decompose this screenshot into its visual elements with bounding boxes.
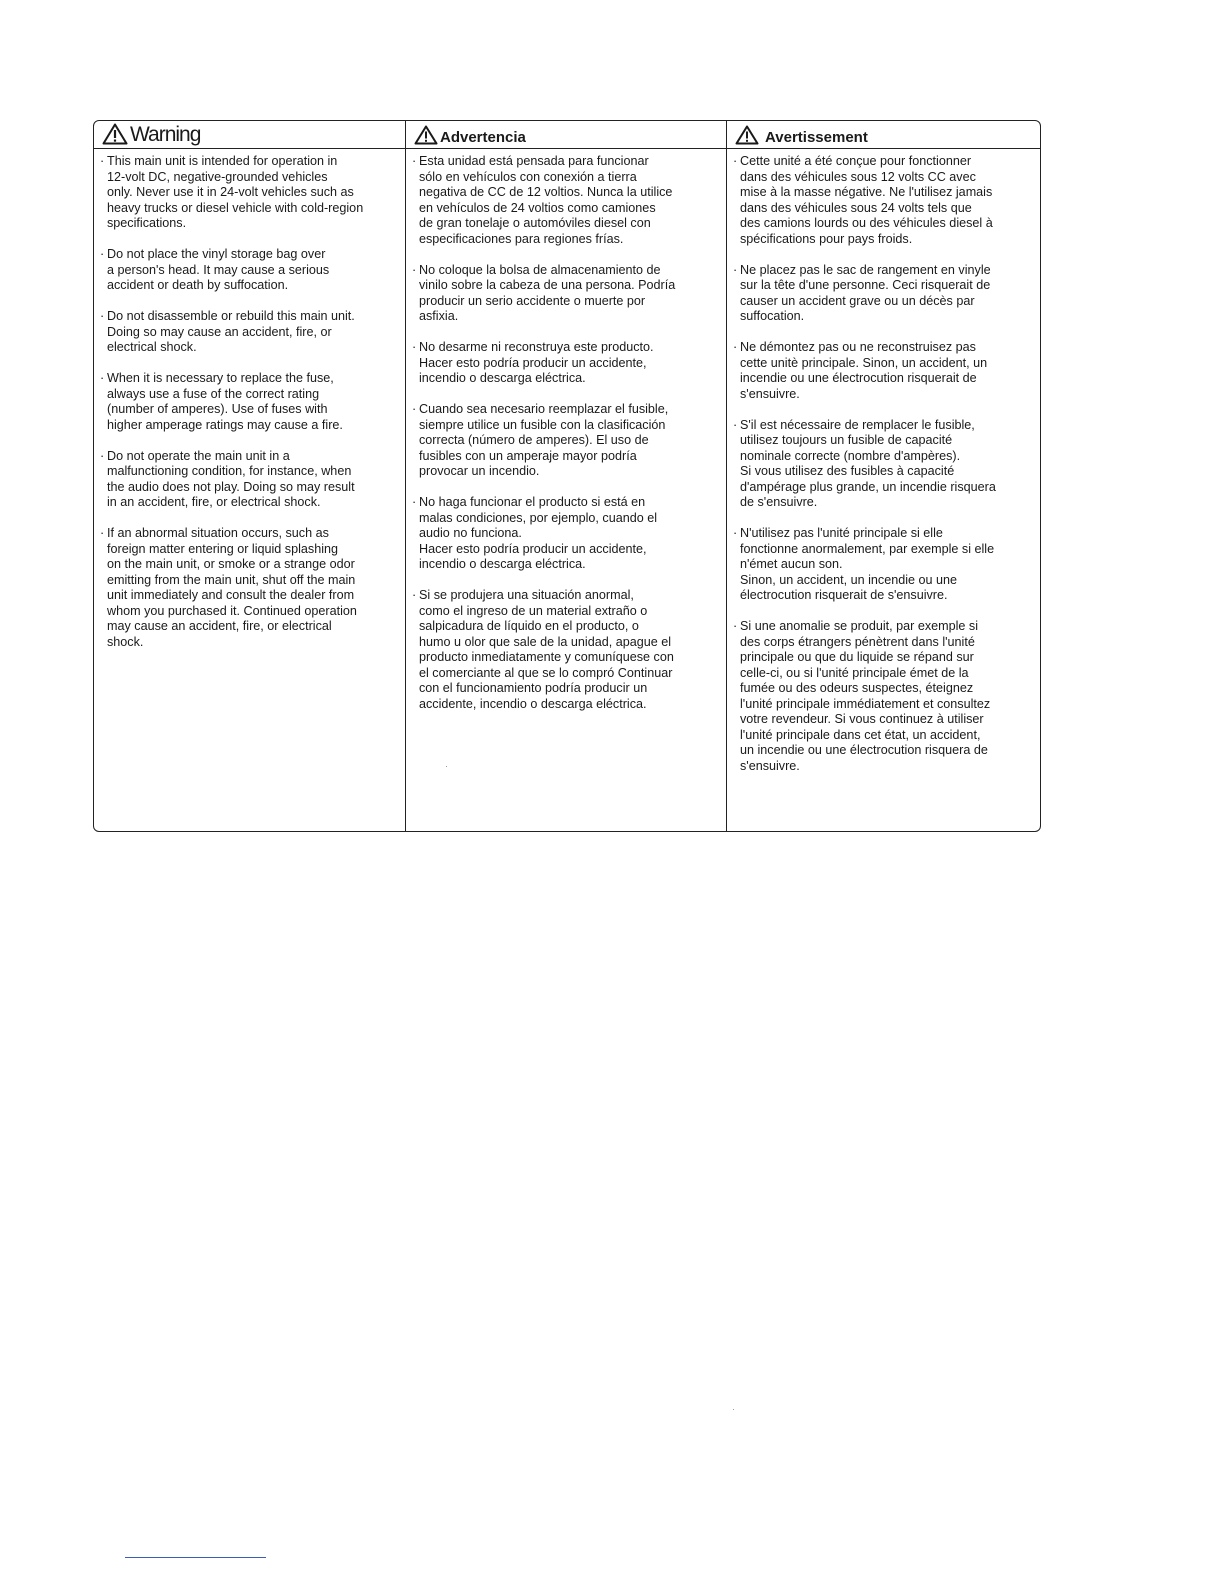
warning-item: · Esta unidad está pensada para funcionar sólo en vehículos con conexión a tierra negativa de CC de 12 voltios. Nunca la utilice en vehículos de 24 voltios como camiones de gran tonelaje o automóviles diesel con especificaciones para regiones frías.	[412, 154, 718, 247]
warning-item: · Cuando sea necesario reemplazar el fusible, siempre utilice un fusible con la clasificación correcta (número de amperes). El uso de fusibles con un amperaje mayor podría provocar un incendio.	[412, 402, 718, 480]
warning-triangle-icon	[735, 125, 759, 145]
column-english	[94, 121, 406, 831]
warning-triangle-icon	[102, 123, 128, 145]
warning-triangle-icon	[414, 125, 438, 145]
column-body	[94, 149, 405, 666]
warning-item: · This main unit is intended for operation in 12-volt DC, negative-grounded vehicles only. Never use it in 24-volt vehicles such as heavy trucks or diesel vehicle with cold-region specifications.	[100, 154, 397, 232]
warning-item: · When it is necessary to replace the fuse, always use a fuse of the correct rating (number of amperes). Use of fuses with higher amperage ratings may cause a fire.	[100, 371, 397, 433]
warning-item: · Ne démontez pas ou ne reconstruisez pas cette unitè principale. Sinon, un accident, un incendie ou une électrocution risquerait de s'ensuivre.	[733, 340, 1032, 402]
warning-item: · Do not place the vinyl storage bag over a person's head. It may cause a serious accident or death by suffocation.	[100, 247, 397, 294]
warning-item: · S'il est nécessaire de remplacer le fusible, utilisez toujours un fusible de capacité nominale correcte (nombre d'ampères). Si vous utilisez des fusibles à capacité d'ampérage plus grande, un incendie risquera de s'ensuivre.	[733, 418, 1032, 511]
warning-table	[93, 120, 1041, 832]
column-title: Warning	[130, 123, 201, 146]
warning-item: · No desarme ni reconstruya este producto. Hacer esto podría producir un accidente, incendio o descarga eléctrica.	[412, 340, 718, 387]
warning-item: · Do not operate the main unit in a malfunctioning condition, for instance, when the audio does not play. Doing so may result in an accident, fire, or electrical shock.	[100, 449, 397, 511]
column-title: Advertencia	[440, 129, 526, 146]
column-header-french	[727, 121, 1040, 149]
column-french	[727, 121, 1040, 831]
warning-item: · Si une anomalie se produit, par exemple si des corps étrangers pénètrent dans l'unité principale ou que du liquide se répand sur celle-ci, ou si l'unité principale émet de la fumée ou des odeurs suspectes, éteignez l'unité principale immédiatement et consultez votre revendeur. Si vous continuez à utiliser l'unité principale dans cet état, un accident, un incendie ou une électrocution risquera de s'ensuivre.	[733, 619, 1032, 774]
warning-item: · If an abnormal situation occurs, such as foreign matter entering or liquid splashing on the main unit, or smoke or a strange odor emitting from the main unit, shut off the main unit immediately and consult the dealer from whom you purchased it. Continued operation may cause an accident, fire, or electrical shock.	[100, 526, 397, 650]
warning-item: · Do not disassemble or rebuild this main unit. Doing so may cause an accident, fire, or electrical shock.	[100, 309, 397, 356]
warning-item: · Si se produjera una situación anormal, como el ingreso de un material extraño o salpicadura de líquido en el producto, o humo u olor que sale de la unidad, apague el producto inmediatamente y comuníquese con el comerciante al que se lo compró Continuar con el funcionamiento podría producir un accidente, incendio o descarga eléctrica.	[412, 588, 718, 712]
warning-item: · Ne placez pas le sac de rangement en vinyle sur la tête d'une personne. Ceci risquerait de causer un accident grave ou un décès par suffocation.	[733, 263, 1032, 325]
footer-rule	[125, 1557, 266, 1558]
column-spanish	[406, 121, 727, 831]
scan-speck	[446, 766, 447, 767]
scan-speck	[733, 1409, 734, 1410]
column-title: Avertissement	[765, 129, 868, 146]
warning-item: · No coloque la bolsa de almacenamiento de vinilo sobre la cabeza de una persona. Podría producir un serio accidente o muerte por asfixia.	[412, 263, 718, 325]
column-body	[406, 149, 726, 728]
column-body	[727, 149, 1040, 790]
warning-item: · N'utilisez pas l'unité principale si elle fonctionne anormalement, par exemple si elle n'émet aucun son. Sinon, un accident, un incendie ou une électrocution risquerait de s'ensuivre.	[733, 526, 1032, 604]
warning-item: · No haga funcionar el producto si está en malas condiciones, por ejemplo, cuando el audio no funciona. Hacer esto podría producir un accidente, incendio o descarga eléctrica.	[412, 495, 718, 573]
warning-item: · Cette unité a été conçue pour fonctionner dans des véhicules sous 12 volts CC avec mise à la masse négative. Ne l'utilisez jamais dans des véhicules sous 24 volts tels que des camions lourds ou des véhicules diesel à spécifications pour pays froids.	[733, 154, 1032, 247]
column-header-english	[94, 121, 405, 149]
column-header-spanish	[406, 121, 726, 149]
